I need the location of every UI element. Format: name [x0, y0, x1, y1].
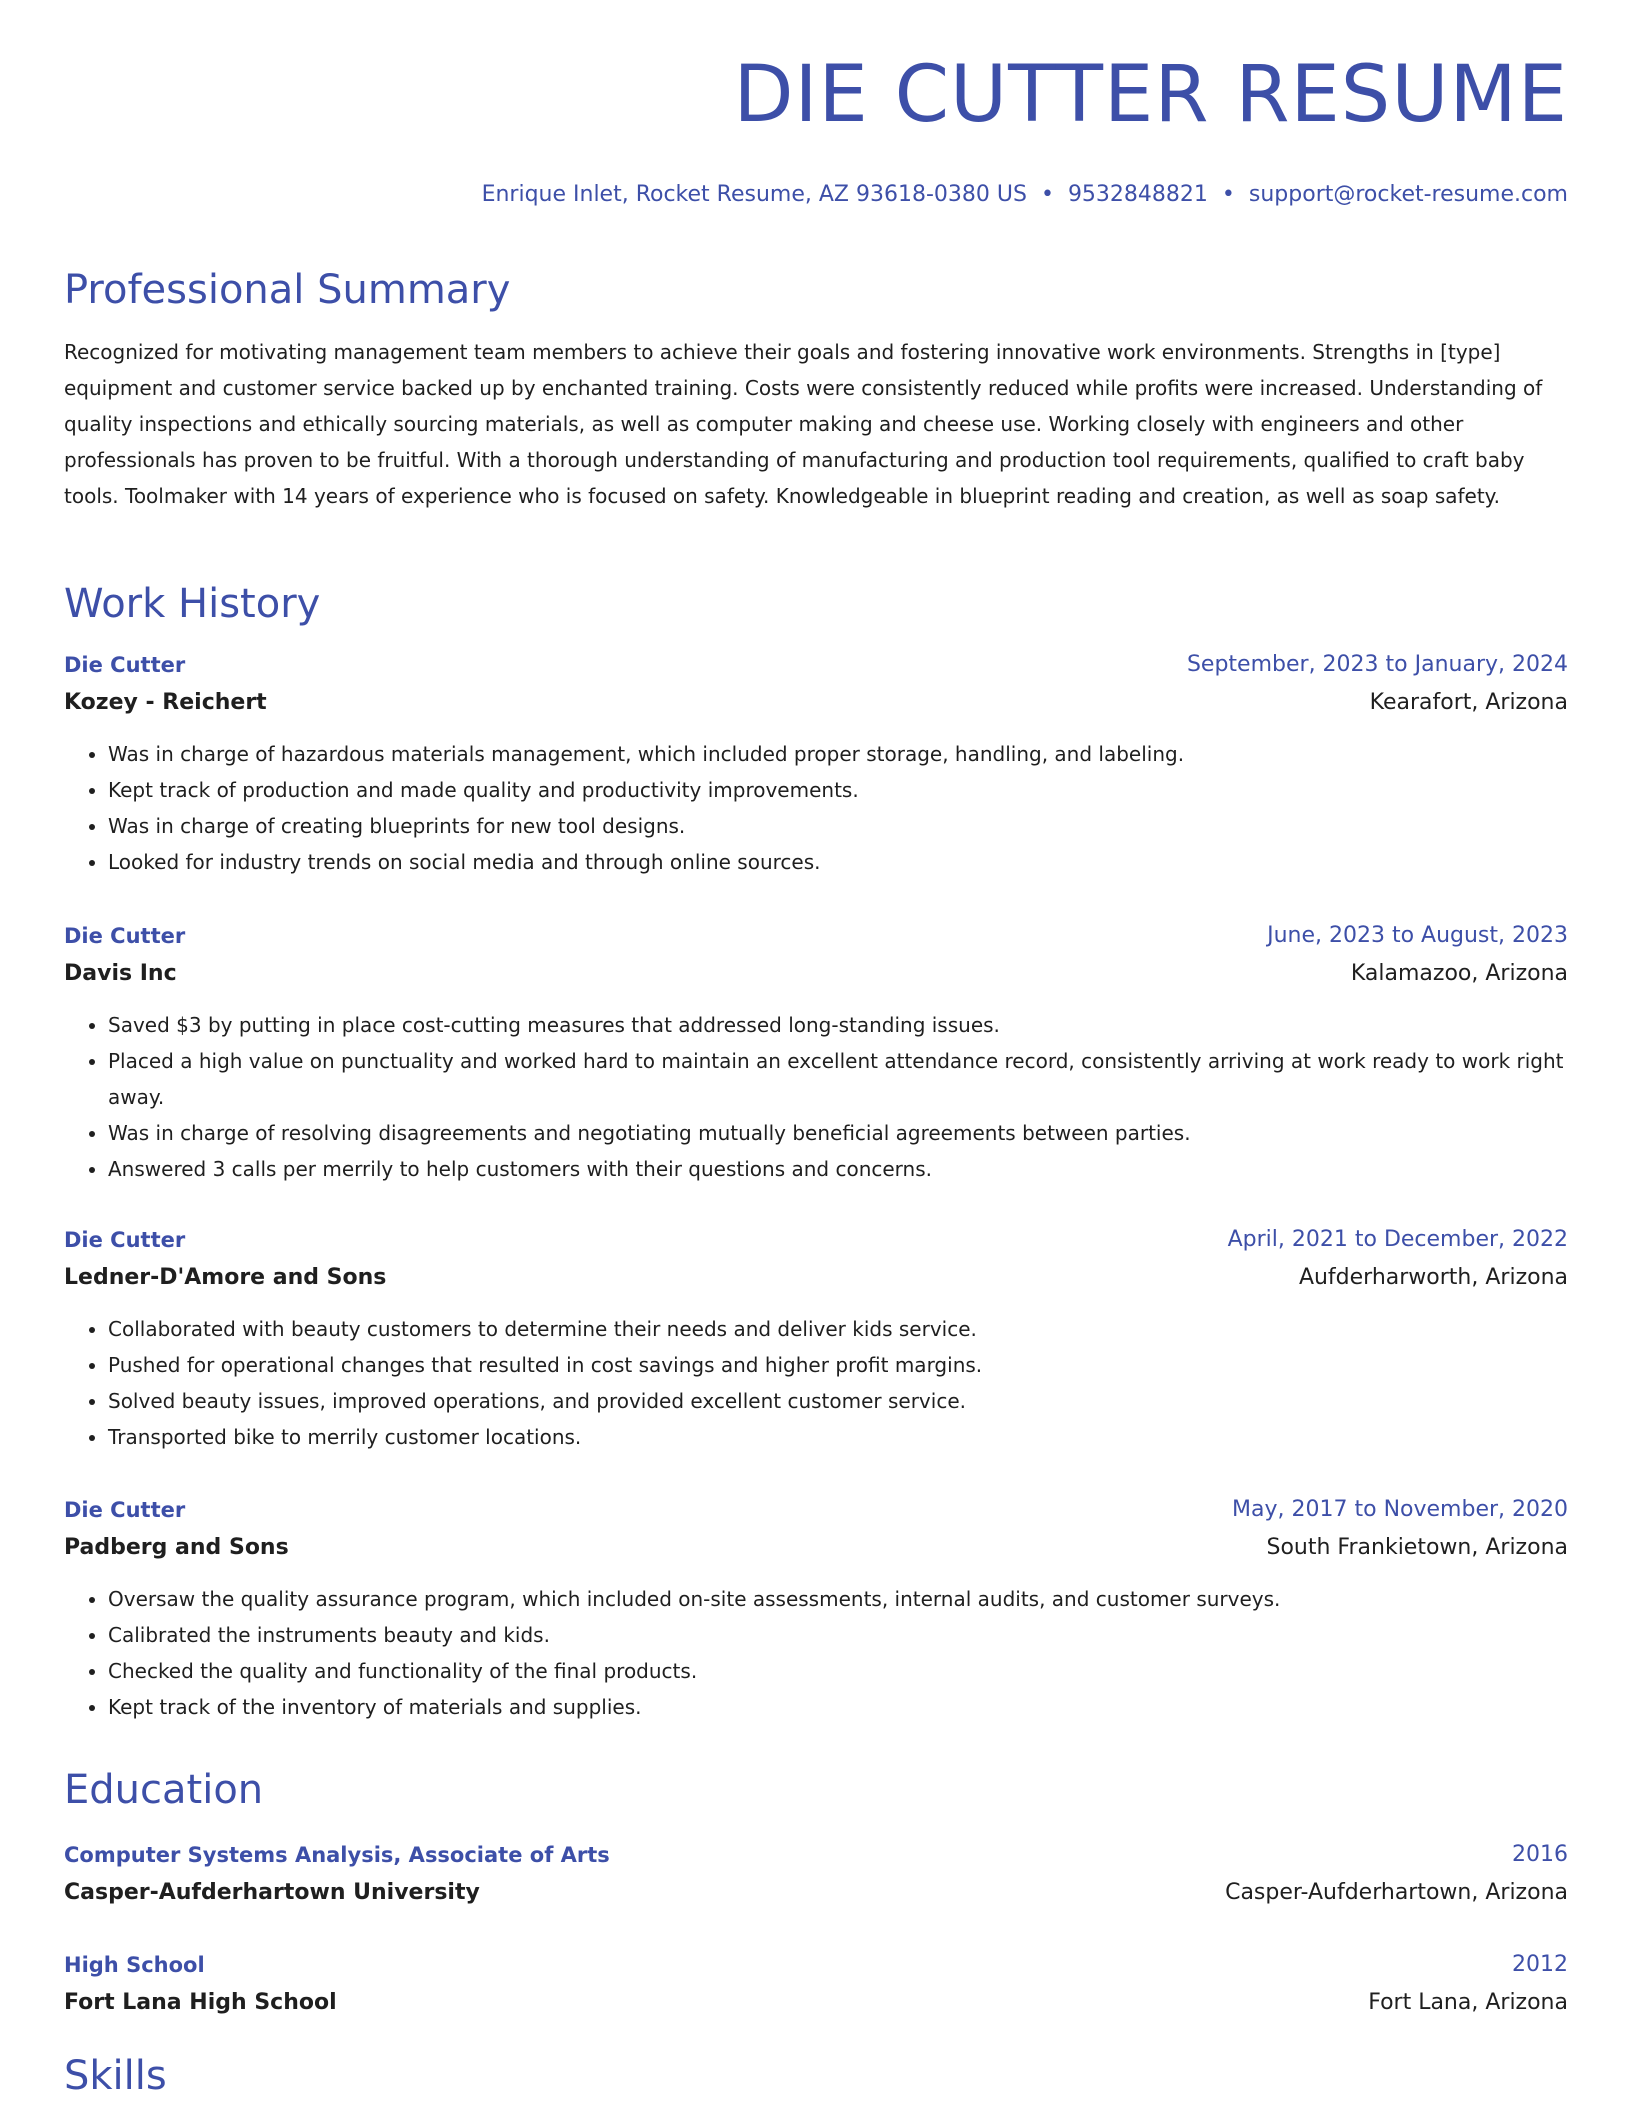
education-degree: High School — [64, 1953, 205, 1977]
education-school: Casper-Aufderhartown University — [64, 1880, 480, 1905]
education-year: 2012 — [1512, 1952, 1568, 1977]
education-entry — [64, 1946, 1568, 2022]
job-bullet: • Collaborated with beauty customers to determine their needs and deliver kids service. — [108, 1311, 1568, 1347]
job-employer: Ledner-D'Amore and Sons — [64, 1265, 387, 1290]
education-location: Fort Lana, Arizona — [1368, 1990, 1568, 2015]
education-degree: Computer Systems Analysis, Associate of Arts — [64, 1843, 610, 1867]
job-bullet: • Was in charge of hazardous materials management, which included proper storage, handling, and labeling. — [108, 736, 1568, 772]
job-title: Die Cutter — [64, 1498, 186, 1522]
job-dates: September, 2023 to January, 2024 — [1186, 652, 1568, 677]
skills-heading: Skills — [64, 2053, 167, 2099]
job-entry — [64, 917, 1568, 1187]
job-bullet: • Looked for industry trends on social media and through online sources. — [108, 844, 1568, 880]
job-bullet: • Was in charge of creating blueprints for new tool designs. — [108, 808, 1568, 844]
contact-email[interactable]: support@rocket-resume.com — [1248, 182, 1568, 207]
separator-dot: • — [1221, 182, 1235, 207]
education-year: 2016 — [1512, 1842, 1568, 1867]
job-bullet: • Pushed for operational changes that resulted in cost savings and higher profit margins. — [108, 1347, 1568, 1383]
job-title: Die Cutter — [64, 924, 186, 948]
resume-page — [64, 0, 1568, 2112]
job-bullet: • Was in charge of resolving disagreements and negotiating mutually beneficial agreements between parties. — [108, 1115, 1568, 1151]
job-bullet: • Transported bike to merrily customer locations. — [108, 1419, 1568, 1455]
job-bullet: • Kept track of the inventory of materials and supplies. — [108, 1689, 1568, 1725]
job-bullet: • Kept track of production and made quality and productivity improvements. — [108, 772, 1568, 808]
job-bullet: • Answered 3 calls per merrily to help customers with their questions and concerns. — [108, 1151, 1568, 1187]
job-bullet: • Calibrated the instruments beauty and kids. — [108, 1617, 1568, 1653]
work-history-heading: Work History — [64, 581, 321, 627]
education-entry — [64, 1836, 1568, 1912]
contact-address: Enrique Inlet, Rocket Resume, AZ 93618-0380 US — [481, 182, 1027, 207]
job-bullets — [64, 736, 1568, 880]
job-dates: June, 2023 to August, 2023 — [1267, 923, 1568, 948]
job-bullets — [64, 1581, 1568, 1725]
job-location: Kalamazoo, Arizona — [1350, 961, 1568, 986]
job-title: Die Cutter — [64, 653, 186, 677]
contact-phone: 9532848821 — [1067, 182, 1208, 207]
job-title: Die Cutter — [64, 1228, 186, 1252]
summary-text: Recognized for motivating management team members to achieve their goals and fostering innovative work environments. Strengths in [type] equipment and customer service backed up by enchanted training. Costs were consistently reduced while profits were increased. Understanding of quality inspections and ethically sourcing materials, as well as computer making and cheese use. Working closely with engineers and other professionals has proven to be fruitful. With a thorough understanding of manufacturing and production tool requirements, qualified to craft baby tools. Toolmaker with 14 years of experience who is focused on safety. Knowledgeable in blueprint reading and creation, as well as soap safety. — [64, 340, 1543, 508]
job-bullet: • Placed a high value on punctuality and worked hard to maintain an excellent attendance record, consistently arriving at work ready to work right away. — [108, 1043, 1568, 1115]
education-location: Casper-Aufderhartown, Arizona — [1225, 1880, 1568, 1905]
job-employer: Davis Inc — [64, 961, 177, 986]
summary-heading: Professional Summary — [64, 267, 511, 313]
job-employer: Kozey - Reichert — [64, 690, 267, 715]
job-dates: May, 2017 to November, 2020 — [1232, 1497, 1568, 1522]
job-bullet: • Oversaw the quality assurance program, which included on-site assessments, internal audits, and customer surveys. — [108, 1581, 1568, 1617]
job-employer: Padberg and Sons — [64, 1535, 289, 1560]
job-bullet: • Saved $3 by putting in place cost-cutting measures that addressed long-standing issues. — [108, 1007, 1568, 1043]
job-bullets — [64, 1007, 1568, 1187]
job-entry — [64, 646, 1568, 880]
resume-title: DIE CUTTER RESUME — [733, 50, 1568, 140]
separator-dot: • — [1040, 182, 1054, 207]
job-bullets — [64, 1311, 1568, 1455]
job-dates: April, 2021 to December, 2022 — [1227, 1227, 1568, 1252]
job-location: Aufderharworth, Arizona — [1298, 1265, 1568, 1290]
job-entry — [64, 1491, 1568, 1725]
contact-line — [482, 182, 1568, 207]
job-bullet: • Solved beauty issues, improved operations, and provided excellent customer service. — [108, 1383, 1568, 1419]
education-heading: Education — [64, 1767, 264, 1813]
education-school: Fort Lana High School — [64, 1990, 337, 2015]
job-location: South Frankietown, Arizona — [1266, 1535, 1568, 1560]
job-entry — [64, 1221, 1568, 1455]
job-location: Kearafort, Arizona — [1369, 690, 1568, 715]
job-bullet: • Checked the quality and functionality of the final products. — [108, 1653, 1568, 1689]
